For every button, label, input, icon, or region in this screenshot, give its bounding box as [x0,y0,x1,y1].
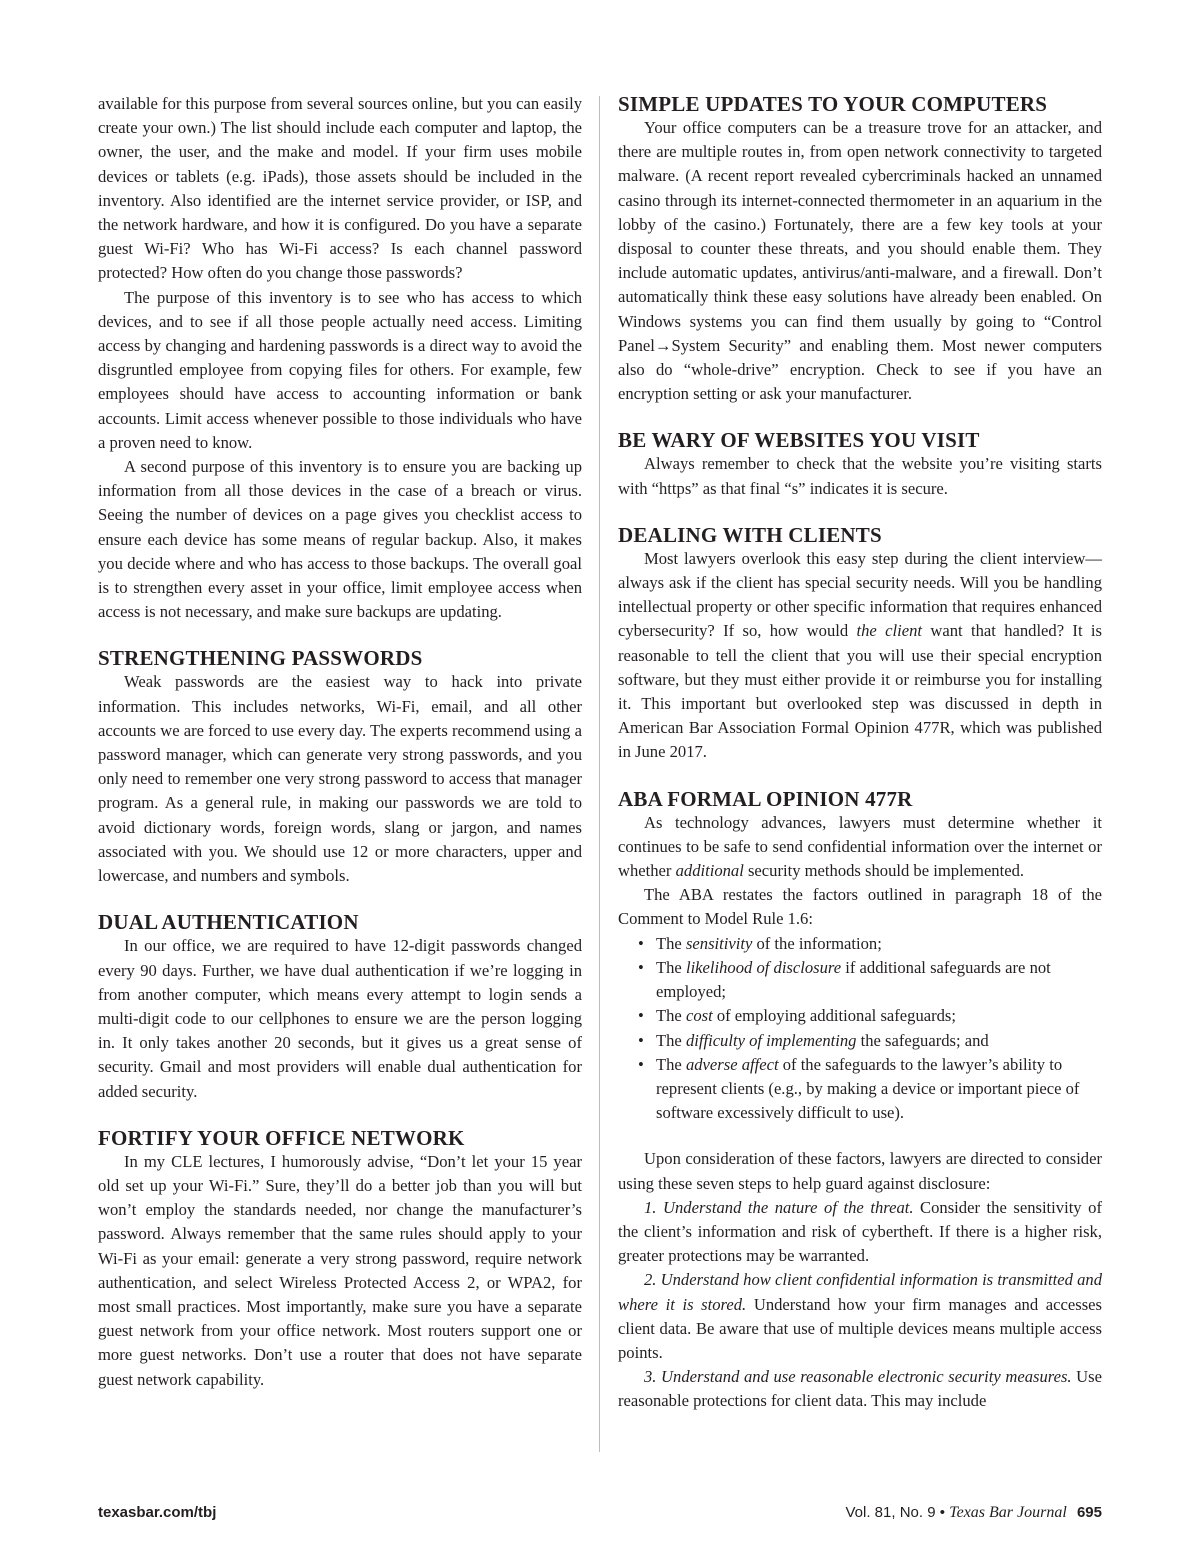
heading-simple-updates: SIMPLE UPDATES TO YOUR COMPUTERS [618,92,1048,116]
factor-pre: The [656,1030,686,1050]
aba-text-a: As technology advances, lawyers must determine whether it continues to be safe to send confidential information over the internet or whether [618,812,1102,881]
step-1-title: 1. Understand the nature of the threat. [644,1197,914,1217]
factor-post: of the safeguards to the lawyer’s ability to represent clients (e.g., by making a device or important piece of software excessively difficult to use). [656,1054,1080,1123]
page-footer [98,1504,1102,1528]
footer-separator: • [939,1504,945,1521]
factor-pre: The [656,957,686,977]
aba-paragraph-1 [618,811,1102,884]
left-column [98,92,582,1392]
factor-em: adverse affect [685,1054,779,1074]
step-1-text: Consider the sensitivity of the client’s information and risk of cybertheft. If there is a higher risk, greater protections may be warranted. [618,1197,1102,1266]
clients-paragraph [618,547,1102,765]
factor-item [618,956,1102,1004]
factor-em: sensitivity [685,933,753,953]
step-2-title: 2. Understand how client confidential information is transmitted and where it is stored. [618,1270,1102,1314]
factor-em: likelihood of disclosure [685,957,842,977]
clients-text-em: the client [856,621,922,641]
factor-post: if additional safeguards are not employed; [656,957,1051,1002]
clients-text-b: want that handled? It is reasonable to tell the client that you will use their special encryption software, but they must either provide it or reimburse you for installing it. This important but overlooked step was discussed in depth in American Bar Association Formal Opinion 477R, which was published in June 2017. [618,621,1102,762]
step-2-paragraph [618,1268,1102,1365]
dual-authentication-paragraph: In our office, we are required to have 12-digit passwords changed every 90 days. Further, we have dual authentication if we’re logging in from another computer, which means every attempt to login sends a multi-digit code to our cellphones to ensure we are the person logging in. It only takes another 20 seconds, but it gives us a great sense of security. Gmail and most providers will enable dual authentication for added security. [98,936,582,1101]
factor-pre: The [656,933,686,953]
aba-text-b: security methods should be implemented. [743,861,1025,881]
heading-aba-opinion: ABA FORMAL OPINION 477R [618,786,913,811]
right-column [618,92,1102,1414]
footer-page-number: 695 [1076,1504,1102,1521]
factor-post: the safeguards; and [856,1030,989,1050]
footer-journal-name: Texas Bar Journal [949,1504,1067,1521]
heading-fortify-network: FORTIFY YOUR OFFICE NETWORK [98,1125,465,1150]
heading-websites: BE WARY OF WEBSITES YOU VISIT [618,428,980,453]
updates-paragraph: Your office computers can be a treasure trove for an attacker, and there are multiple routes in, from open network connectivity to targeted malware. (A recent report revealed cybercriminals hacked an unnamed casino through its internet-connected thermometer in an aquarium in the lobby of the casino.) Fortunately, there are a few key tools at your disposal to counter these threats, and you should enable them. They include automatic updates, antivirus/anti-malware, and a firewall. Don’t automatically think these easy solutions have already been enabled. On Windows systems you can find them usually by going to “Control Panel→System Security” and enabling them. Most newer computers also do “whole-drive” encryption. Check to see if you have an encryption setting or ask your manufacturer. [618,118,1102,404]
factor-em: difficulty of implementing [685,1030,857,1050]
websites-paragraph: Always remember to check that the website you’re visiting starts with “https” as that final “s” indicates it is secure. [618,454,1102,498]
step-3-title: 3. Understand and use reasonable electronic security measures. [644,1367,1072,1387]
intro-paragraph-3: A second purpose of this inventory is to ensure you are backing up information from all those devices in the case of a breach or virus. Seeing the number of devices on a page gives you checklist access to ensure each device has some means of regular backup. Also, it makes you decide where and who has access to those backups. The overall goal is to strengthen every asset in your office, limit employee access when access is not necessary, and make sure backups are updating. [98,457,582,622]
factor-item [618,932,1102,956]
factor-pre: The [656,1006,686,1026]
factor-em: cost [685,1006,713,1026]
aba-text-em: additional [675,861,744,881]
factor-post: of employing additional safeguards; [712,1006,957,1026]
network-paragraph: In my CLE lectures, I humorously advise, “Don’t let your 15 year old set up your Wi-Fi.” Sure, they’ll do a better job than you will but won’t employ the standards needed, nor change the manufacturer’s password. Always remember that the same rules should apply to your Wi-Fi as your email: generate a very strong password, require network authentication, and select Wireless Protected Access 2, or WPA2, for most small practices. Most importantly, make sure you have a separate guest network from your office network. Most routers support one or more guest networks. Don’t use a router that does not have separate guest network capability. [98,1151,582,1389]
footer-issue-info [845,1504,1102,1522]
intro-paragraph-1: available for this purpose from several sources online, but you can easily create your own.) The list should include each computer and laptop, the owner, the user, and the make and model. If your firm uses mobile devices or tablets (e.g. iPads), those assets should be included in the inventory. Also identified are the internet service provider, or ISP, and the network hardware, and how it is configured. Do you have a separate guest Wi-Fi? Who has Wi-Fi access? Is each channel password protected? How often do you change those passwords? [98,94,582,283]
factor-item [618,1053,1102,1126]
factor-post: of the information; [752,933,882,953]
footer-website-link[interactable]: texasbar.com/tbj [98,1504,217,1521]
factors-list [618,932,1102,1126]
factor-pre: The [656,1054,686,1074]
step-3-text: Use reasonable protections for client data. This may include [618,1367,1102,1411]
factor-item [618,1029,1102,1053]
heading-strengthening-passwords: STRENGTHENING PASSWORDS [98,646,423,671]
clients-text-a: Most lawyers overlook this easy step during the client interview—always ask if the client has special security needs. Will you be handling intellectual property or other specific information that requires enhanced cybersecurity? If so, how would [618,548,1102,641]
column-divider [599,96,600,1452]
step-1-paragraph [618,1196,1102,1269]
footer-volume: Vol. 81, No. 9 [845,1504,936,1521]
step-3-paragraph [618,1365,1102,1413]
aba-paragraph-2: The ABA restates the factors outlined in paragraph 18 of the Comment to Model Rule 1.6: [618,885,1102,929]
intro-paragraph-2: The purpose of this inventory is to see who has access to which devices, and to see if all those people actually need access. Limiting access by changing and hardening passwords is a direct way to avoid the disgruntled employee from copying files for others. For example, few employees should have access to accounting information or bank accounts. Limit access whenever possible to those individuals who have a proven need to know. [98,287,582,452]
steps-intro-paragraph: Upon consideration of these factors, lawyers are directed to consider using these seven steps to help guard against disclosure: [618,1149,1102,1193]
passwords-paragraph: Weak passwords are the easiest way to hack into private information. This includes networks, Wi-Fi, email, and all other accounts we are forced to use every day. The experts recommend using a password manager, which can generate very strong passwords, and you only need to remember one very strong password to access that manager program. As a general rule, in making our passwords we are told to avoid dictionary words, foreign words, slang or jargon, and names associated with you. We should use 12 or more characters, upper and lowercase, and numbers and symbols. [98,672,582,886]
step-2-text: Understand how your firm manages and accesses client data. Be aware that use of multiple devices means multiple access points. [618,1294,1102,1362]
factor-item [618,1004,1102,1028]
heading-dual-authentication: DUAL AUTHENTICATION [98,910,359,935]
heading-dealing-with-clients: DEALING WITH CLIENTS [618,522,882,547]
